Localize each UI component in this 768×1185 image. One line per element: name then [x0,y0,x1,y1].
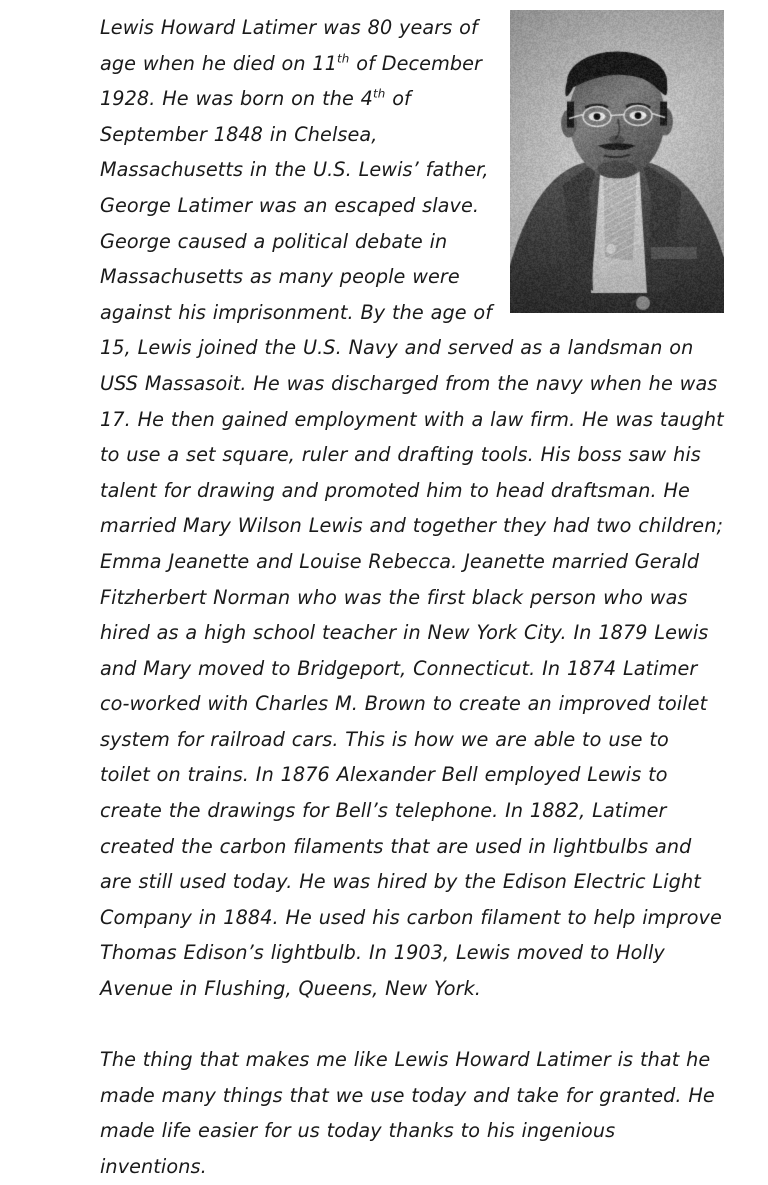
paragraph-1-rest: of September 1848 in Chelsea, Massachusetts in the U.S. Lewis’ father, George Latimer was an escaped slave. George caused a political debate in Massachusetts as many people were against his imprisonment. By the age of 15, Lewis joined the U.S. Navy and served as a landsman on USS Massasoit. He was discharged from the navy when he was 17. He then gained employment with a law firm. He was taught to use a set square, ruler and drafting tools. His boss saw his talent for drawing and promoted him to head draftsman. He married Mary Wilson Lewis and together they had two children; Emma Jeanette and Louise Rebecca. Jeanette married Gerald Fitzherbert Norman who was the first black person who was hired as a high school teacher in New York City. In 1879 Lewis and Mary moved to Bridgeport, Connecticut. In 1874 Latimer co-worked with Charles M. Brown to create an improved toilet system for railroad cars. This is how we are able to use to toilet on trains. In 1876 Alexander Bell employed Lewis to create the drawings for Bell’s telephone. In 1882, Latimer created the carbon filaments that are used in lightbulbs and are still used today. He was hired by the Edison Electric Light Company in 1884. He used his carbon filament to help improve Thomas Edison’s lightbulb. In 1903, Lewis moved to Holly Avenue in Flushing, Queens, New York. [100,87,724,1001]
paragraph-reflection: The thing that makes me like Lewis Howard Latimer is that he made many things that we use today and take for granted. He made life easier for us today thanks to his ingenious inventions. [100,1048,715,1178]
ordinal-suffix-11th: th [337,51,350,66]
paragraph-1-mid: of December 1928. He was born on the 4 [100,51,483,111]
ordinal-suffix-4th: th [372,86,386,101]
paragraph-1-lead: Lewis Howard Latimer was 80 years of age when he died on 11 [100,16,478,75]
portrait-photograph [510,10,724,313]
portrait-image [510,10,724,313]
